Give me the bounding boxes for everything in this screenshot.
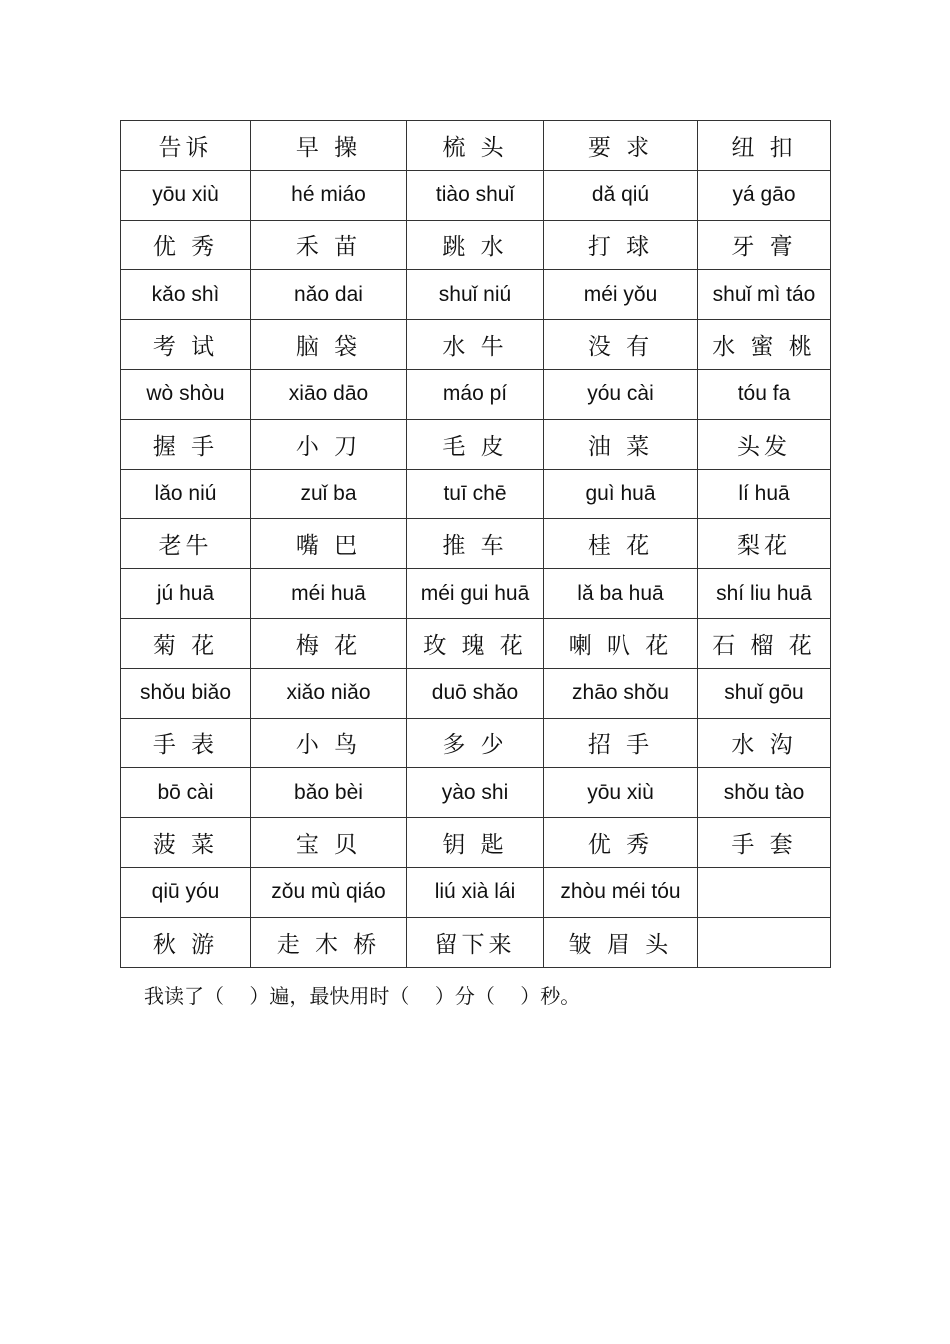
pinyin-cell: nǎo dai xyxy=(251,270,407,320)
pinyin-row xyxy=(121,369,831,419)
hanzi-cell: 钥 匙 xyxy=(407,818,544,868)
pinyin-row xyxy=(121,768,831,818)
pinyin-cell: dǎ qiú xyxy=(544,170,698,220)
hanzi-cell: 纽 扣 xyxy=(698,121,831,171)
pinyin-cell: bǎo bèi xyxy=(251,768,407,818)
hanzi-cell: 梅 花 xyxy=(251,618,407,668)
hanzi-cell: 要 求 xyxy=(544,121,698,171)
hanzi-row xyxy=(121,519,831,569)
hanzi-cell: 留下来 xyxy=(407,917,544,967)
hanzi-cell: 老牛 xyxy=(121,519,251,569)
hanzi-cell: 小 刀 xyxy=(251,419,407,469)
hanzi-cell: 宝 贝 xyxy=(251,818,407,868)
hanzi-cell: 头发 xyxy=(698,419,831,469)
pinyin-cell xyxy=(698,867,831,917)
pinyin-row xyxy=(121,668,831,718)
hanzi-row xyxy=(121,320,831,370)
pinyin-cell: liú xià lái xyxy=(407,867,544,917)
hanzi-cell: 优 秀 xyxy=(544,818,698,868)
pinyin-cell: zuǐ ba xyxy=(251,469,407,519)
hanzi-cell: 考 试 xyxy=(121,320,251,370)
pinyin-cell: méi huā xyxy=(251,569,407,619)
pinyin-cell: máo pí xyxy=(407,369,544,419)
hanzi-cell: 菊 花 xyxy=(121,618,251,668)
hanzi-row xyxy=(121,121,831,171)
pinyin-cell: guì huā xyxy=(544,469,698,519)
pinyin-cell: lí huā xyxy=(698,469,831,519)
hanzi-cell: 握 手 xyxy=(121,419,251,469)
hanzi-cell: 水 蜜 桃 xyxy=(698,320,831,370)
word-table-body xyxy=(121,121,831,968)
hanzi-row xyxy=(121,618,831,668)
pinyin-row xyxy=(121,569,831,619)
hanzi-cell: 禾 苗 xyxy=(251,220,407,270)
pinyin-cell: xiǎo niǎo xyxy=(251,668,407,718)
hanzi-cell: 水 沟 xyxy=(698,718,831,768)
pinyin-cell: duō shǎo xyxy=(407,668,544,718)
pinyin-cell: méi gui huā xyxy=(407,569,544,619)
pinyin-cell: qiū yóu xyxy=(121,867,251,917)
hanzi-cell: 招 手 xyxy=(544,718,698,768)
pinyin-cell: shuǐ mì táo xyxy=(698,270,831,320)
hanzi-cell: 水 牛 xyxy=(407,320,544,370)
hanzi-cell: 没 有 xyxy=(544,320,698,370)
pinyin-cell: wò shòu xyxy=(121,369,251,419)
hanzi-cell: 告诉 xyxy=(121,121,251,171)
pinyin-cell: shǒu biǎo xyxy=(121,668,251,718)
pinyin-cell: zhāo shǒu xyxy=(544,668,698,718)
hanzi-cell: 秋 游 xyxy=(121,917,251,967)
hanzi-cell: 打 球 xyxy=(544,220,698,270)
hanzi-row xyxy=(121,818,831,868)
hanzi-cell: 桂 花 xyxy=(544,519,698,569)
hanzi-cell: 油 菜 xyxy=(544,419,698,469)
hanzi-cell xyxy=(698,917,831,967)
pinyin-cell: jú huā xyxy=(121,569,251,619)
pinyin-cell: méi yǒu xyxy=(544,270,698,320)
pinyin-row xyxy=(121,170,831,220)
hanzi-cell: 梨花 xyxy=(698,519,831,569)
pinyin-row xyxy=(121,270,831,320)
pinyin-cell: yōu xiù xyxy=(121,170,251,220)
pinyin-cell: zǒu mù qiáo xyxy=(251,867,407,917)
hanzi-cell: 优 秀 xyxy=(121,220,251,270)
hanzi-cell: 菠 菜 xyxy=(121,818,251,868)
pinyin-cell: shuǐ niú xyxy=(407,270,544,320)
pinyin-cell: tóu fa xyxy=(698,369,831,419)
hanzi-cell: 石 榴 花 xyxy=(698,618,831,668)
pinyin-cell: zhòu méi tóu xyxy=(544,867,698,917)
hanzi-cell: 多 少 xyxy=(407,718,544,768)
pinyin-cell: lǎ ba huā xyxy=(544,569,698,619)
pinyin-cell: tiào shuǐ xyxy=(407,170,544,220)
word-table xyxy=(120,120,831,968)
hanzi-cell: 梳 头 xyxy=(407,121,544,171)
pinyin-cell: yào shi xyxy=(407,768,544,818)
pinyin-cell: xiāo dāo xyxy=(251,369,407,419)
hanzi-row xyxy=(121,220,831,270)
hanzi-cell: 皱 眉 头 xyxy=(544,917,698,967)
hanzi-row xyxy=(121,917,831,967)
hanzi-cell: 跳 水 xyxy=(407,220,544,270)
hanzi-cell: 毛 皮 xyxy=(407,419,544,469)
pinyin-cell: bō cài xyxy=(121,768,251,818)
hanzi-cell: 手 套 xyxy=(698,818,831,868)
hanzi-cell: 早 操 xyxy=(251,121,407,171)
hanzi-cell: 喇 叭 花 xyxy=(544,618,698,668)
pinyin-cell: kǎo shì xyxy=(121,270,251,320)
hanzi-cell: 牙 膏 xyxy=(698,220,831,270)
pinyin-cell: tuī chē xyxy=(407,469,544,519)
pinyin-cell: shí liu huā xyxy=(698,569,831,619)
hanzi-cell: 嘴 巴 xyxy=(251,519,407,569)
pinyin-cell: shuǐ gōu xyxy=(698,668,831,718)
pinyin-cell: yóu cài xyxy=(544,369,698,419)
hanzi-cell: 小 鸟 xyxy=(251,718,407,768)
hanzi-row xyxy=(121,718,831,768)
pinyin-row xyxy=(121,867,831,917)
pinyin-cell: yá gāo xyxy=(698,170,831,220)
pinyin-row xyxy=(121,469,831,519)
reading-record-line: 我读了（ ）遍，最快用时（ ）分（ ）秒。 xyxy=(144,984,581,1008)
hanzi-cell: 脑 袋 xyxy=(251,320,407,370)
pinyin-cell: yōu xiù xyxy=(544,768,698,818)
hanzi-cell: 玫 瑰 花 xyxy=(407,618,544,668)
hanzi-cell: 走 木 桥 xyxy=(251,917,407,967)
hanzi-row xyxy=(121,419,831,469)
pinyin-cell: lǎo niú xyxy=(121,469,251,519)
pinyin-cell: shǒu tào xyxy=(698,768,831,818)
hanzi-cell: 推 车 xyxy=(407,519,544,569)
hanzi-cell: 手 表 xyxy=(121,718,251,768)
pinyin-cell: hé miáo xyxy=(251,170,407,220)
